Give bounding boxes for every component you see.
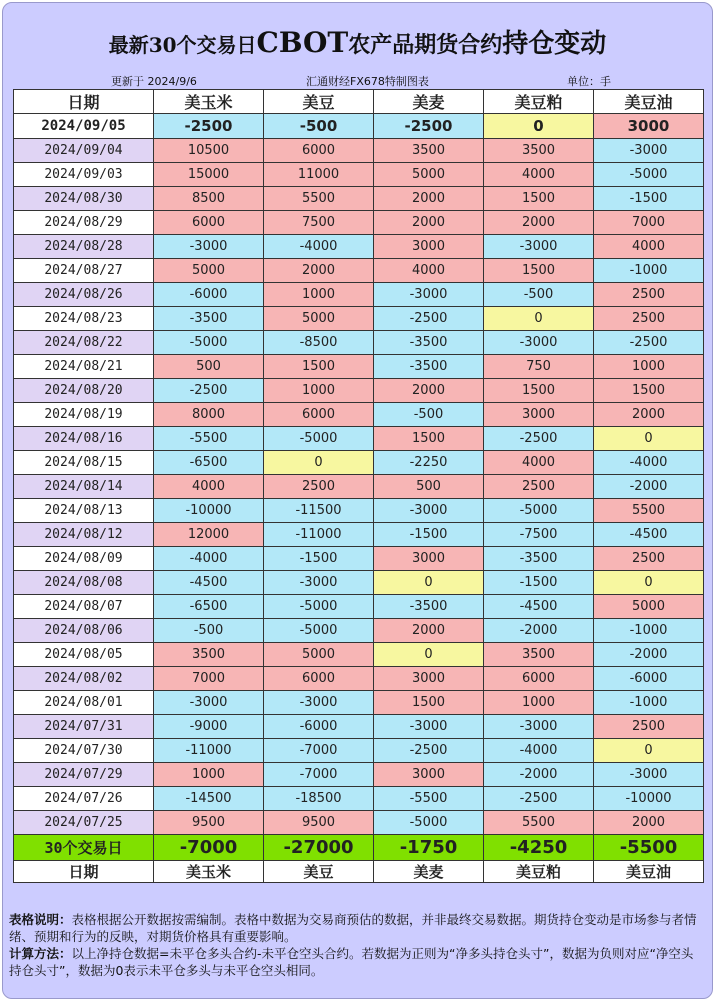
- footer-column-header: 美麦: [374, 861, 484, 883]
- table-row: [14, 235, 704, 259]
- notes-text1: 表格根据公开数据按需编制。表格中数据为交易商预估的数据，并非最终交易数据。期货持仓变动是市场参与者情绪、预期和行为的反映，对期货价格具有重要影响。: [9, 912, 697, 944]
- row-date: 2024/08/30: [14, 187, 154, 211]
- row-value: 4000: [594, 235, 704, 259]
- row-value: -3000: [484, 331, 594, 355]
- row-value: -4000: [484, 739, 594, 763]
- row-value: 3000: [374, 235, 484, 259]
- row-date: 2024/08/13: [14, 499, 154, 523]
- row-value: -2500: [594, 331, 704, 355]
- notes-section: [9, 911, 699, 979]
- row-value: 4000: [484, 163, 594, 187]
- row-value: -4500: [154, 571, 264, 595]
- row-value: 2000: [594, 811, 704, 835]
- row-value: 500: [154, 355, 264, 379]
- title-part4: 持仓变动: [502, 29, 607, 59]
- row-value: 2000: [374, 211, 484, 235]
- table-row: [14, 114, 704, 139]
- row-value: 1500: [484, 379, 594, 403]
- row-value: 6000: [154, 211, 264, 235]
- row-value: 2500: [484, 475, 594, 499]
- table-row: [14, 475, 704, 499]
- row-value: 1500: [374, 691, 484, 715]
- row-value: 0: [594, 571, 704, 595]
- subtitle-row: [3, 73, 712, 89]
- row-value: 9500: [154, 811, 264, 835]
- notes-text2: 以上净持仓数据=未平仓多头合约-未平仓空头合约。若数据为正则为“净多头持仓头寸”，数据为负则对应“净空头持仓头寸”，数据为0表示未平仓多头与未平仓空头相同。: [9, 946, 694, 978]
- row-date: 2024/07/29: [14, 763, 154, 787]
- row-value: 3500: [484, 139, 594, 163]
- table-row: [14, 187, 704, 211]
- row-value: 6000: [264, 139, 374, 163]
- row-value: -4500: [484, 595, 594, 619]
- row-value: 1000: [484, 691, 594, 715]
- notes-description: [9, 911, 699, 945]
- row-value: -2000: [484, 619, 594, 643]
- table-row: [14, 211, 704, 235]
- row-value: -3000: [154, 235, 264, 259]
- row-value: 11000: [264, 163, 374, 187]
- column-header: 美豆: [264, 90, 374, 114]
- row-value: -1000: [594, 619, 704, 643]
- row-value: -10000: [594, 787, 704, 811]
- row-value: 1000: [154, 763, 264, 787]
- row-value: -4500: [594, 523, 704, 547]
- row-value: -1500: [374, 523, 484, 547]
- row-value: 2500: [594, 307, 704, 331]
- row-value: 6000: [484, 667, 594, 691]
- row-value: -9000: [154, 715, 264, 739]
- row-value: 3500: [374, 139, 484, 163]
- row-value: -6500: [154, 451, 264, 475]
- header-row: [14, 90, 704, 114]
- row-value: 8500: [154, 187, 264, 211]
- summary-value: -4250: [484, 835, 594, 861]
- row-date: 2024/07/31: [14, 715, 154, 739]
- table-row: [14, 355, 704, 379]
- row-value: 2500: [594, 283, 704, 307]
- row-value: -5000: [264, 595, 374, 619]
- row-value: -2000: [594, 475, 704, 499]
- row-value: 7000: [594, 211, 704, 235]
- row-value: 4000: [484, 451, 594, 475]
- row-value: -3500: [154, 307, 264, 331]
- row-value: -3000: [594, 139, 704, 163]
- row-value: -4000: [264, 235, 374, 259]
- row-value: -7500: [484, 523, 594, 547]
- table-row: [14, 595, 704, 619]
- row-value: 3000: [374, 547, 484, 571]
- row-value: -6000: [264, 715, 374, 739]
- row-value: 0: [264, 451, 374, 475]
- row-date: 2024/08/19: [14, 403, 154, 427]
- row-value: -3500: [374, 595, 484, 619]
- row-value: -10000: [154, 499, 264, 523]
- title-part2: CBOT: [256, 26, 349, 59]
- table-row: [14, 307, 704, 331]
- row-value: -5000: [264, 427, 374, 451]
- row-date: 2024/08/22: [14, 331, 154, 355]
- row-value: 4000: [154, 475, 264, 499]
- table-row: [14, 259, 704, 283]
- table-row: [14, 547, 704, 571]
- row-value: -5500: [154, 427, 264, 451]
- table-row: [14, 163, 704, 187]
- table-row: [14, 619, 704, 643]
- summary-label: 30个交易日: [14, 835, 154, 861]
- row-date: 2024/08/02: [14, 667, 154, 691]
- row-value: 2000: [374, 379, 484, 403]
- row-value: -2500: [484, 427, 594, 451]
- page-title: [3, 23, 712, 60]
- update-date: 更新于 2024/9/6: [111, 75, 197, 88]
- row-value: -5000: [484, 499, 594, 523]
- row-value: -3000: [374, 283, 484, 307]
- row-value: -2500: [374, 114, 484, 139]
- row-value: 15000: [154, 163, 264, 187]
- table-row: [14, 763, 704, 787]
- table-row: [14, 523, 704, 547]
- row-value: -5500: [374, 787, 484, 811]
- summary-value: -27000: [264, 835, 374, 861]
- row-value: -3000: [484, 715, 594, 739]
- column-header: 日期: [14, 90, 154, 114]
- row-value: 0: [484, 307, 594, 331]
- row-value: -2500: [374, 307, 484, 331]
- footer-column-header: 美豆: [264, 861, 374, 883]
- row-value: -2500: [374, 739, 484, 763]
- row-value: 3000: [594, 114, 704, 139]
- row-value: -500: [154, 619, 264, 643]
- row-value: -7000: [264, 739, 374, 763]
- summary-value: -5500: [594, 835, 704, 861]
- row-value: 5500: [264, 187, 374, 211]
- row-value: 5000: [374, 163, 484, 187]
- row-date: 2024/08/29: [14, 211, 154, 235]
- row-value: 9500: [264, 811, 374, 835]
- row-value: -500: [264, 114, 374, 139]
- title-part3: 农产品期货合约: [348, 32, 503, 58]
- table-row: [14, 379, 704, 403]
- row-value: 12000: [154, 523, 264, 547]
- row-value: 1000: [594, 355, 704, 379]
- row-value: 5500: [594, 499, 704, 523]
- row-value: -11500: [264, 499, 374, 523]
- row-value: -1500: [264, 547, 374, 571]
- row-value: -6500: [154, 595, 264, 619]
- row-value: -5000: [374, 811, 484, 835]
- table-row: [14, 571, 704, 595]
- row-value: -6000: [594, 667, 704, 691]
- table-row: [14, 691, 704, 715]
- position-table: [13, 89, 704, 883]
- row-value: 3500: [154, 643, 264, 667]
- summary-value: -7000: [154, 835, 264, 861]
- row-date: 2024/08/27: [14, 259, 154, 283]
- row-value: -500: [484, 283, 594, 307]
- row-value: 1000: [264, 283, 374, 307]
- row-date: 2024/08/09: [14, 547, 154, 571]
- row-value: -11000: [264, 523, 374, 547]
- row-value: 0: [484, 114, 594, 139]
- table-row: [14, 331, 704, 355]
- row-value: -3000: [154, 691, 264, 715]
- row-date: 2024/08/01: [14, 691, 154, 715]
- row-value: 2000: [264, 259, 374, 283]
- row-value: -3000: [374, 499, 484, 523]
- row-value: -18500: [264, 787, 374, 811]
- row-date: 2024/08/28: [14, 235, 154, 259]
- row-value: 2000: [374, 187, 484, 211]
- row-value: -3000: [594, 763, 704, 787]
- footer-column-header: 美豆粕: [484, 861, 594, 883]
- notes-label1: 表格说明：: [9, 912, 72, 927]
- notes-method: [9, 945, 699, 979]
- row-value: 5000: [594, 595, 704, 619]
- row-value: 7500: [264, 211, 374, 235]
- row-value: 6000: [264, 667, 374, 691]
- row-date: 2024/09/05: [14, 114, 154, 139]
- row-value: -2250: [374, 451, 484, 475]
- row-value: 1500: [484, 259, 594, 283]
- table-row: [14, 787, 704, 811]
- row-value: 2000: [484, 211, 594, 235]
- row-value: 2500: [594, 547, 704, 571]
- row-value: -5000: [594, 163, 704, 187]
- row-value: 1500: [484, 187, 594, 211]
- column-header: 美玉米: [154, 90, 264, 114]
- row-value: 2000: [374, 619, 484, 643]
- row-value: 0: [374, 643, 484, 667]
- row-value: -2500: [154, 379, 264, 403]
- row-value: 500: [374, 475, 484, 499]
- footer-column-header: 美豆油: [594, 861, 704, 883]
- row-value: -4000: [594, 451, 704, 475]
- table-row: [14, 739, 704, 763]
- row-value: 5000: [154, 259, 264, 283]
- row-value: -3500: [484, 547, 594, 571]
- row-value: -5000: [264, 619, 374, 643]
- row-date: 2024/08/21: [14, 355, 154, 379]
- row-date: 2024/08/05: [14, 643, 154, 667]
- row-value: 2500: [594, 715, 704, 739]
- column-header: 美麦: [374, 90, 484, 114]
- row-value: -3000: [374, 715, 484, 739]
- row-value: 750: [484, 355, 594, 379]
- row-date: 2024/08/07: [14, 595, 154, 619]
- row-value: 6000: [264, 403, 374, 427]
- row-value: 3500: [484, 643, 594, 667]
- summary-row: [14, 835, 704, 861]
- table-row: [14, 715, 704, 739]
- row-value: -2000: [594, 643, 704, 667]
- row-value: 1500: [594, 379, 704, 403]
- row-value: -3000: [264, 571, 374, 595]
- row-value: 3000: [374, 763, 484, 787]
- unit-label: 单位：手: [567, 75, 611, 88]
- row-date: 2024/08/20: [14, 379, 154, 403]
- row-value: -2000: [484, 763, 594, 787]
- row-value: -3500: [374, 355, 484, 379]
- footer-header-row: [14, 861, 704, 883]
- table-row: [14, 451, 704, 475]
- row-date: 2024/09/03: [14, 163, 154, 187]
- row-date: 2024/08/06: [14, 619, 154, 643]
- row-value: -5000: [154, 331, 264, 355]
- row-value: 2000: [594, 403, 704, 427]
- row-value: -4000: [154, 547, 264, 571]
- table-row: [14, 667, 704, 691]
- row-date: 2024/08/23: [14, 307, 154, 331]
- row-value: 1500: [374, 427, 484, 451]
- title-part1: 最新30个交易日: [108, 33, 257, 57]
- row-value: 0: [594, 739, 704, 763]
- footer-column-header: 日期: [14, 861, 154, 883]
- row-value: -1500: [484, 571, 594, 595]
- table-row: [14, 499, 704, 523]
- report-frame: [2, 2, 713, 999]
- row-value: -3000: [264, 691, 374, 715]
- row-value: 2500: [264, 475, 374, 499]
- row-value: 0: [594, 427, 704, 451]
- row-date: 2024/08/14: [14, 475, 154, 499]
- table-row: [14, 139, 704, 163]
- row-date: 2024/08/12: [14, 523, 154, 547]
- row-date: 2024/08/16: [14, 427, 154, 451]
- row-date: 2024/08/26: [14, 283, 154, 307]
- row-value: -8500: [264, 331, 374, 355]
- row-value: 5000: [264, 643, 374, 667]
- column-header: 美豆油: [594, 90, 704, 114]
- row-value: -1000: [594, 259, 704, 283]
- row-value: 3000: [374, 667, 484, 691]
- row-date: 2024/07/25: [14, 811, 154, 835]
- row-value: 5000: [264, 307, 374, 331]
- row-value: -2500: [484, 787, 594, 811]
- table-row: [14, 403, 704, 427]
- table-row: [14, 811, 704, 835]
- table-row: [14, 643, 704, 667]
- row-value: 4000: [374, 259, 484, 283]
- row-value: 3000: [484, 403, 594, 427]
- table-row: [14, 283, 704, 307]
- row-value: 10500: [154, 139, 264, 163]
- row-date: 2024/07/30: [14, 739, 154, 763]
- row-date: 2024/09/04: [14, 139, 154, 163]
- row-value: 1000: [264, 379, 374, 403]
- row-value: -1500: [594, 187, 704, 211]
- row-value: -7000: [264, 763, 374, 787]
- footer-column-header: 美玉米: [154, 861, 264, 883]
- summary-value: -1750: [374, 835, 484, 861]
- row-value: -1000: [594, 691, 704, 715]
- row-value: -3500: [374, 331, 484, 355]
- row-value: -3000: [484, 235, 594, 259]
- row-date: 2024/08/08: [14, 571, 154, 595]
- column-header: 美豆粕: [484, 90, 594, 114]
- notes-label2: 计算方法：: [9, 946, 72, 961]
- row-value: 7000: [154, 667, 264, 691]
- row-value: -2500: [154, 114, 264, 139]
- row-value: 5500: [484, 811, 594, 835]
- row-value: 0: [374, 571, 484, 595]
- row-value: -500: [374, 403, 484, 427]
- row-value: 8000: [154, 403, 264, 427]
- row-value: -6000: [154, 283, 264, 307]
- table-row: [14, 427, 704, 451]
- row-date: 2024/08/15: [14, 451, 154, 475]
- row-value: -11000: [154, 739, 264, 763]
- source-label: 汇通财经FX678特制图表: [306, 75, 429, 88]
- row-value: -14500: [154, 787, 264, 811]
- row-date: 2024/07/26: [14, 787, 154, 811]
- row-value: 1500: [264, 355, 374, 379]
